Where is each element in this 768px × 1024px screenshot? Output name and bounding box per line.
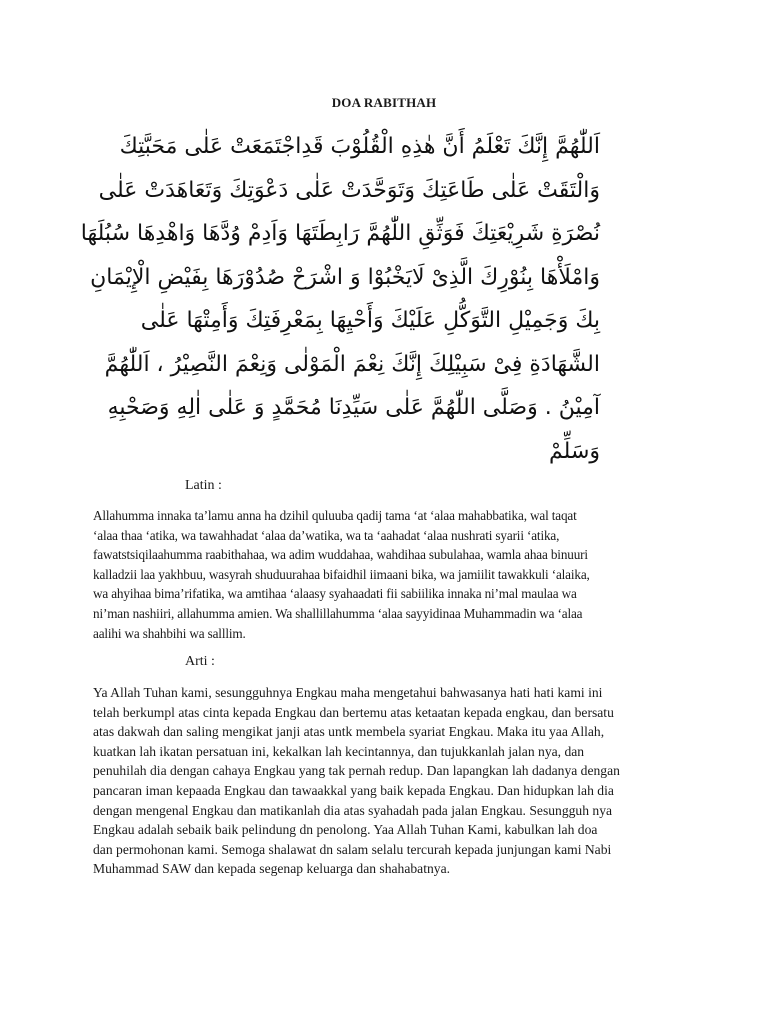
translation-paragraph: [93, 683, 693, 879]
latin-line: ‘alaa thaa ‘atika, wa tawahhadat ‘alaa da’watika, wa ta ‘aahadat ‘alaa nushrati syarii ‘atika,: [93, 527, 560, 543]
translation-line: atas dakwah dan saling mengikat janji atas untk membela syariat Engkau. Maka itu yaa Allah,: [93, 724, 605, 740]
document-title: DOA RABITHAH: [331, 95, 437, 110]
arabic-line: آمِيْنُ . وَصَلَّى اللّٰهُمَّ عَلٰى سَيِّدِنَا مُحَمَّدٍ وَ عَلٰى اٰلِهِ وَصَحْبِهِ: [107, 395, 600, 420]
latin-line: ni’man nashiiri, allahumma amien. Wa shallillahumma ‘alaa sayyidinaa Muhammadin wa ‘alaa: [93, 605, 583, 621]
arabic-line: الشَّهَادَةِ فِىْ سَبِيْلِكَ إِنَّكَ نِعْمَ الْمَوْلٰى وَنِعْمَ النَّصِيْرُ ، اَللّٰهُمَّ: [104, 351, 600, 377]
translation-line: pancaran iman kepaada Engkau dan tawaakkal yang baik kepada Engkau. Dan hidupkan lah dia: [93, 782, 614, 798]
translation-line: kuatkan lah ikatan persatuan ini, kekalkan lah kecintannya, dan tujukkanlah jalan nya, dan: [93, 743, 585, 759]
arabic-line: وَالْتَقَتْ عَلٰى طَاعَتِكَ وَتَوَحَّدَتْ عَلٰى دَعْوَتِكَ وَتَعَاهَدَتْ عَلٰى: [98, 177, 600, 203]
translation-line: penuhilah dia dengan cahaya Engkau yang tak pernah redup. Dan lapangkan lah dadanya dengan: [93, 763, 620, 779]
translation-line: dan permohonan kami. Semoga shalawat dn salam selalu tercurah kepada junjungan kami Nabi: [93, 841, 612, 857]
latin-line: Allahumma innaka ta’lamu anna ha dzihil quluuba qadij tama ‘at ‘alaa mahabbatika, wal taqat: [93, 508, 577, 523]
latin-line: kalladzii laa yakhbuu, wasyrah shuduurahaa bifaidhil iimaani bika, wa jamiilit tawakkuli ‘alaika,: [93, 566, 590, 582]
arabic-line: وَسَلِّمْ: [549, 438, 600, 464]
arabic-line: نُصْرَةِ شَرِيْعَتِكَ فَوَثِّقِ اللّٰهُمَّ رَابِطَتَهَا وَاَدِمْ وُدَّهَا وَاهْدِهَا سُبُلَهَا: [80, 221, 600, 246]
translation-line: dengan mengenal Engkau dan matikanlah dia atas syahadah pada jalan Engkau. Sesungguh nya: [93, 802, 613, 818]
latin-line: fawatstsiqilaahumma raabithahaa, wa adim wuddahaa, wahdihaa subulahaa, wamla ahaa binuuri: [93, 547, 588, 563]
translation-line: telah berkumpl atas cinta kepada Engkau dan bertemu atas ketaatan kepada engkau, dan bersatu: [93, 704, 614, 720]
arabic-line: وَامْلَأْهَا بِنُوْرِكَ الَّذِىْ لَايَخْبُوْا وَ اشْرَحْ صُدُوْرَهَا بِفَيْضِ الْإِيْمَانِ: [90, 264, 600, 290]
latin-line: aalihi wa shahbihi wa salllim.: [93, 625, 246, 641]
latin-transliteration-paragraph: [93, 506, 693, 643]
translation-line: Muhammad SAW dan kepada segenap keluarga dan shahabatnya.: [93, 861, 451, 877]
arti-heading: Arti :: [185, 654, 215, 669]
translation-line: Ya Allah Tuhan kami, sesungguhnya Engkau maha mengetahui bahwasanya hati hati kami ini: [93, 685, 603, 700]
translation-line: Engkau adalah sebaik baik pelindung dn penolong. Yaa Allah Tuhan Kami, kabulkan lah doa: [93, 822, 598, 838]
arabic-line: بِكَ وَجَمِيْلِ التَّوَكُّلِ عَلَيْكَ وَأَحْيِهَا بِمَعْرِفَتِكَ وَأَمِتْهَا عَلٰى: [140, 308, 600, 333]
arabic-line: اَللّٰهُمَّ إِنَّكَ تَعْلَمُ أَنَّ هٰذِهِ الْقُلُوْبَ قَدِاجْتَمَعَتْ عَلٰى مَحَبَّتِكَ: [119, 134, 600, 159]
latin-heading: Latin :: [185, 478, 222, 493]
latin-line: wa ahyihaa bima’rifatika, wa amtihaa ‘alaasy syahaadati fii sabiilika innaka ni’mal maulaa wa: [93, 586, 577, 602]
arabic-prayer-text: [80, 125, 600, 473]
